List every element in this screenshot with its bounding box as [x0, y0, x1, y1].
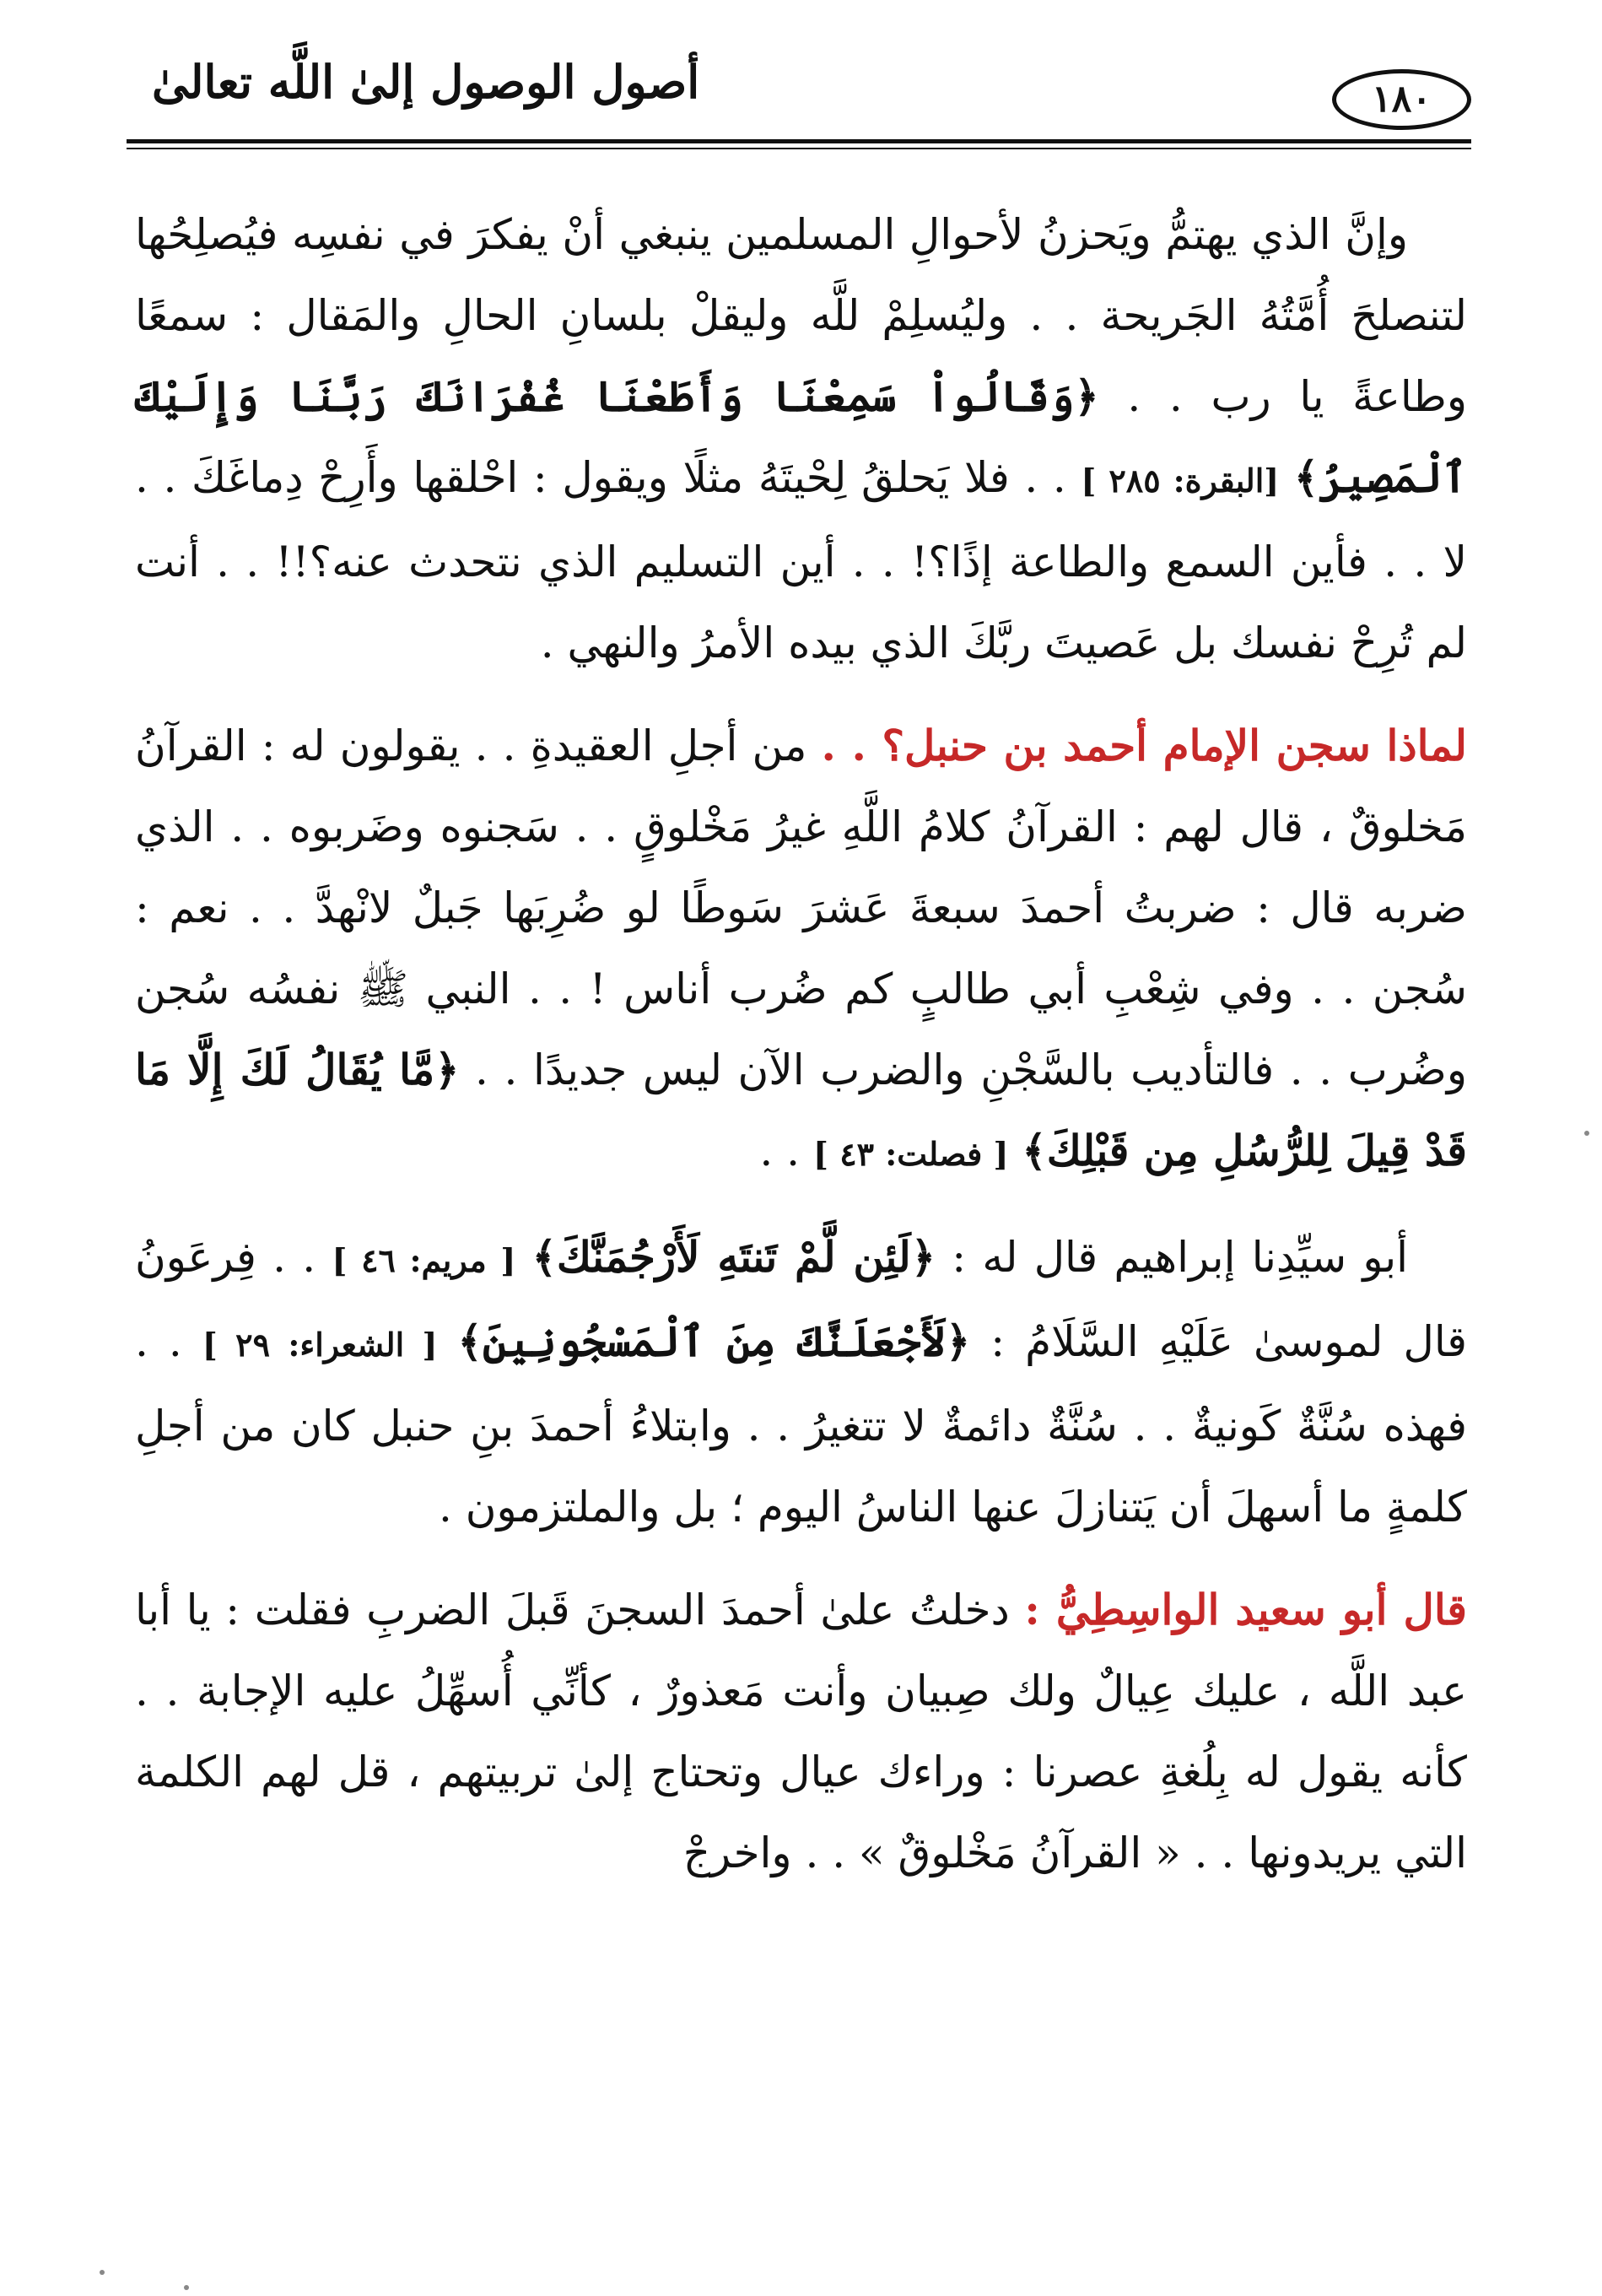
- section-lead: لماذا سجن الإمام أحمد بن حنبل؟ . .: [821, 721, 1468, 770]
- paragraph: [135, 1217, 1467, 1548]
- paragraph: [135, 194, 1467, 683]
- scan-speck: [100, 2270, 105, 2275]
- verse-reference: [ فصلت: ٤٣ ]: [812, 1135, 1009, 1173]
- text-segment: [1279, 453, 1294, 502]
- text-segment: [437, 1317, 457, 1366]
- verse-reference: [البقرة: ٢٨٥ ]: [1081, 462, 1280, 500]
- text-segment: . .: [759, 1126, 813, 1175]
- text-segment: أبو سيِّدِنا إبراهيم قال له :: [936, 1233, 1409, 1282]
- page-number: ١٨٠: [1332, 69, 1471, 130]
- quran-verse: ﴿لَأَجْعَلَنَّكَ مِنَ ٱلْمَسْجُونِينَ﴾: [457, 1316, 971, 1366]
- text-segment: [515, 1233, 531, 1282]
- text-segment: [1009, 1126, 1022, 1175]
- page-body: [135, 194, 1467, 1915]
- text-segment: . . فلا يَحلقُ لِحْيتَهُ مثلًا ويقول : احْلقها وأَرِحْ دِماغَكَ . . لا . . فأين السمع والطاعة إذًا؟! . . أين التسليم الذي نتحدث عنه؟!! . . أنت لم تُرِحْ نفسك بل عَصيتَ ربَّكَ الذي بيده الأمرُ والنهي .: [135, 453, 1467, 667]
- header-rule-thick: [127, 139, 1471, 143]
- text-segment: من أجلِ العقيدةِ . . يقولون له : القرآنُ مَخلوقٌ ، قال لهم : القرآنُ كلامُ اللَّهِ غيرُ مَخْلوقٍ . . سَجنوه وضَربوه . . الذي ضربه قال : ضربتُ أحمدَ سبعةَ عَشرَ سَوطًا لو ضُرِبَها جَبلٌ لانْهدَّ . . نعم : سُجن . . وفي شِعْبِ أبي طالبٍ كم ضُرب أناس ! . . النبي ﷺ نفسُه سُجن وضُرب . . فالتأديب بالسَّجْنِ والضرب الآن ليس جديدًا . .: [135, 721, 1467, 1094]
- text-segment: . . فهذه سُنَّةٌ كَونيةٌ . . سُنَّةٌ دائمةٌ لا تتغيرُ . . وابتلاءُ أحمدَ بنِ حنبل كان من أجلِ كلمةٍ ما أسهلَ أن يَتنازلَ عنها الناسُ اليوم ؛ بل والملتزمون .: [135, 1317, 1467, 1532]
- scan-speck: [184, 2285, 189, 2290]
- running-title: أصول الوصول إلىٰ اللَّه تعالىٰ: [152, 55, 700, 109]
- page-header: [127, 44, 1471, 154]
- quran-verse: ﴿وَقَالُواْ سَمِعْنَا وَأَطَعْنَا غُفْرَانَكَ رَبَّنَا وَإِلَيْكَ ٱلْمَصِيرُ﴾: [135, 371, 1467, 502]
- section-lead: قال أبو سعيد الواسِطِيُّ :: [1024, 1585, 1467, 1634]
- verse-reference: [ مريم: ٤٦ ]: [332, 1241, 516, 1279]
- paragraph: [135, 1569, 1467, 1894]
- quran-verse: ﴿لَئِن لَّمْ تَنتَهِ لَأَرْجُمَنَّكَ﴾: [531, 1232, 936, 1282]
- quran-verse: ﴿مَّا يُقَالُ لَكَ إِلَّا مَا قَدْ قِيلَ لِلرُّسُلِ مِن قَبْلِكَ﴾: [135, 1045, 1467, 1175]
- text-segment: وإنَّ الذي يهتمُّ ويَحزنُ لأحوالِ المسلمين ينبغي أنْ يفكرَ في نفسِه فيُصلِحُها لتنصلحَ أُمَّتُهُ الجَريحة . . وليُسلِمْ للَّه وليقلْ بلسانِ الحالِ والمَقال : سمعًا وطاعةً يا رب . .: [135, 210, 1467, 421]
- paragraph: [135, 705, 1467, 1195]
- scan-speck: [1584, 1131, 1589, 1136]
- text-segment: دخلتُ علىٰ أحمدَ السجنَ قَبلَ الضربِ فقلت : يا أبا عبد اللَّه ، عليك عِيالٌ ولك صِبيان وأنت مَعذورٌ ، كأنِّي أُسهِّلُ عليه الإجابة . . كأنه يقول له بِلُغةِ عصرنا : وراءك عيال وتحتاج إلىٰ تربيتهم ، قل لهم الكلمة التي يريدونها . . « القرآنُ مَخْلوقٌ » . . واخرجْ: [135, 1586, 1467, 1877]
- verse-reference: [ الشعراء: ٢٩ ]: [202, 1326, 438, 1364]
- header-rule-thin: [127, 148, 1471, 149]
- text-segment: . . فِرعَونُ قال لموسىٰ عَلَيْهِ السَّلَامُ :: [135, 1233, 1467, 1366]
